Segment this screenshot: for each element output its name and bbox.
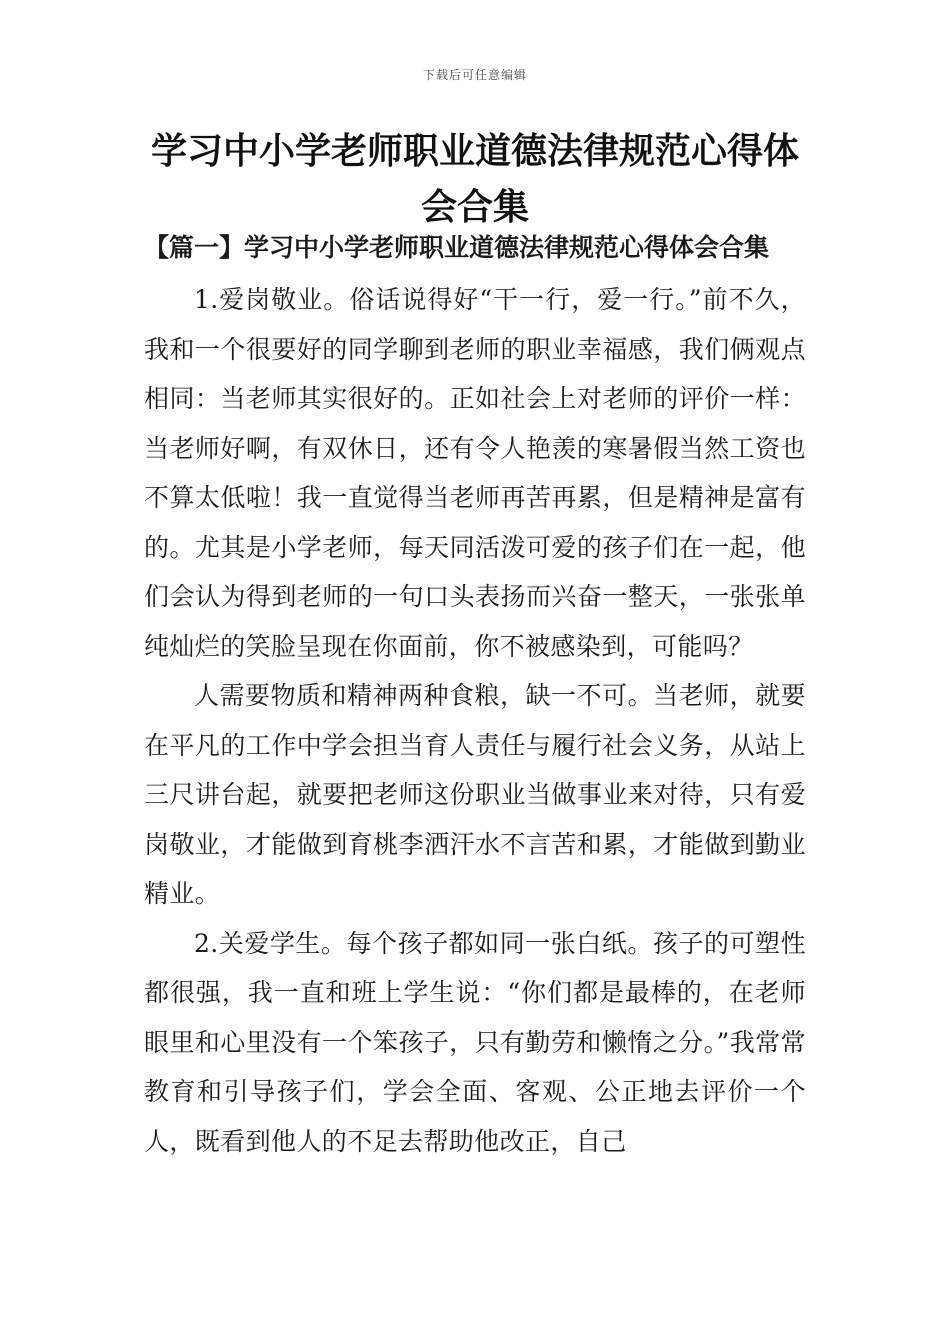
paragraph-2: 人需要物质和精神两种食粮，缺一不可。当老师，就要在平凡的工作中学会担当育人责任与履行社会义务，从站上三尺讲台起，就要把老师这份职业当做事业来对待，只有爱岗敬业，才能做到育桃李洒汗水不言苦和累，才能做到勤业精业。 — [144, 681, 806, 908]
header-note: 下载后可任意编辑 — [422, 68, 527, 82]
body-text — [144, 275, 806, 1166]
document-title: 学习中小学老师职业道德法律规范心得体会合集 — [150, 131, 799, 228]
paragraph-3: 2.关爱学生。每个孩子都如同一张白纸。孩子的可塑性都很强，我一直和班上学生说：“你们都是最棒的，在老师眼里和心里没有一个笨孩子，只有勤劳和懒惰之分。”我常常教育和引导孩子们，学会全面、客观、公正地去评价一个人，既看到他人的不足去帮助他改正，自己 — [144, 928, 806, 1156]
paragraph-1: 1.爱岗敬业。俗话说得好“干一行，爱一行。”前不久，我和一个很要好的同学聊到老师的职业幸福感，我们俩观点相同：当老师其实很好的。正如社会上对老师的评价一样：当老师好啊，有双休日，还有令人艳羡的寒暑假当然工资也不算太低啦！我一直觉得当老师再苦再累，但是精神是富有的。尤其是小学老师，每天同活泼可爱的孩子们在一起，他们会认为得到老师的一句口头表扬而兴奋一整天，一张张单纯灿烂的笑脸呈现在你面前，你不被感染到，可能吗？ — [144, 285, 806, 661]
section-heading: 【篇一】学习中小学老师职业道德法律规范心得体会合集 — [144, 233, 770, 262]
